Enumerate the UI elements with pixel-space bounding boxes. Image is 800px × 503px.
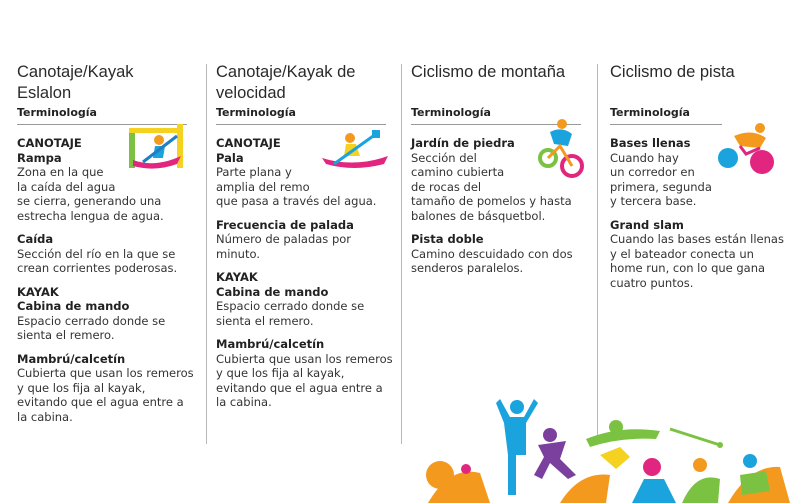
entry-term: Pala	[216, 150, 244, 165]
canoe-slalom-icon	[125, 122, 191, 174]
entry-category: CANOTAJE	[216, 136, 281, 150]
entry-definition: Parte plana y amplia del remo que pasa a través del agua.	[216, 165, 377, 208]
column-canoe-sprint	[216, 62, 398, 409]
entry-term: Frecuencia de palada	[216, 217, 354, 232]
terminology-heading: Terminología	[411, 106, 491, 119]
entry-mambru	[216, 337, 393, 410]
column-divider-3	[597, 64, 598, 444]
track-cycling-icon	[716, 120, 780, 176]
entry-definition: Zona en la que la caída del agua se cierra, generando una estrecha lengua de agua.	[17, 165, 164, 223]
entry-definition: Número de paladas por minuto.	[216, 232, 352, 261]
entry-definition: Cubierta que usan los remeros y que los fija al kayak, evitando que el agua entre a la cabina.	[216, 351, 393, 409]
terminology-heading: Terminología	[17, 106, 97, 119]
entry-list	[216, 136, 393, 419]
column-title: Canotaje/Kayak Eslalon	[17, 63, 134, 102]
column-canoe-slalom	[17, 62, 202, 424]
entry-definition: Cubierta que usan los remeros y que los fija al kayak, evitando que el agua entre a la cabina.	[17, 366, 194, 424]
entry-cabina	[17, 285, 194, 343]
entry-category: KAYAK	[216, 270, 258, 284]
entry-list	[17, 136, 194, 433]
entry-caida	[17, 232, 194, 276]
athletes-illustration-icon	[420, 395, 800, 503]
entry-category: CANOTAJE	[17, 136, 82, 150]
entry-term: Cabina de mando	[17, 299, 130, 313]
column-title: Ciclismo de pista	[610, 63, 735, 81]
entry-term: Bases llenas	[610, 136, 691, 150]
entry-definition: Sección del camino cubierta de rocas del tamaño de pomelos y hasta balones de básquetbol.	[411, 150, 572, 223]
entry-term: Jardín de piedra	[411, 136, 515, 150]
terminology-heading: Terminología	[216, 106, 296, 119]
heading-rule	[610, 124, 722, 125]
entry-frecuencia	[216, 218, 393, 262]
column-divider-1	[206, 64, 207, 444]
mountain-bike-icon	[536, 118, 584, 180]
entry-cabina	[216, 270, 393, 328]
entry-definition: Espacio cerrado donde se sienta el remero.	[216, 299, 365, 328]
column-mountain-bike	[411, 62, 594, 275]
column-divider-2	[401, 64, 402, 444]
column-title: Ciclismo de montaña	[411, 63, 566, 81]
canoe-sprint-icon	[320, 128, 390, 172]
entry-definition: Camino descuidado con dos senderos paralelos.	[411, 246, 573, 275]
entry-term: Mambrú/calcetín	[216, 337, 325, 351]
entry-grand-slam	[610, 218, 784, 291]
entry-definition: Cuando las bases están llenas y el bateador conecta un home run, con lo que gana cuatro puntos.	[610, 232, 784, 290]
entry-term: Cabina de mando	[216, 284, 329, 299]
entry-term: Caída	[17, 232, 54, 246]
entry-term: Grand slam	[610, 217, 684, 232]
entry-term: Mambrú/calcetín	[17, 351, 126, 366]
entry-pista-doble	[411, 232, 573, 276]
entry-category: KAYAK	[17, 284, 59, 299]
column-track-cycling	[610, 62, 795, 290]
terminology-heading: Terminología	[610, 106, 690, 119]
heading-rule	[216, 124, 386, 125]
entry-mambru	[17, 352, 194, 425]
entry-term: Rampa	[17, 150, 62, 165]
column-title: Canotaje/Kayak de velocidad	[216, 63, 356, 102]
entry-term: Pista doble	[411, 232, 484, 246]
entry-definition: Espacio cerrado donde se sienta el remero.	[17, 313, 166, 342]
entry-definition: Sección del río en la que se crean corrientes poderosas.	[17, 246, 178, 275]
entry-definition: Cuando hay un corredor en primera, segunda y tercera base.	[610, 150, 712, 208]
